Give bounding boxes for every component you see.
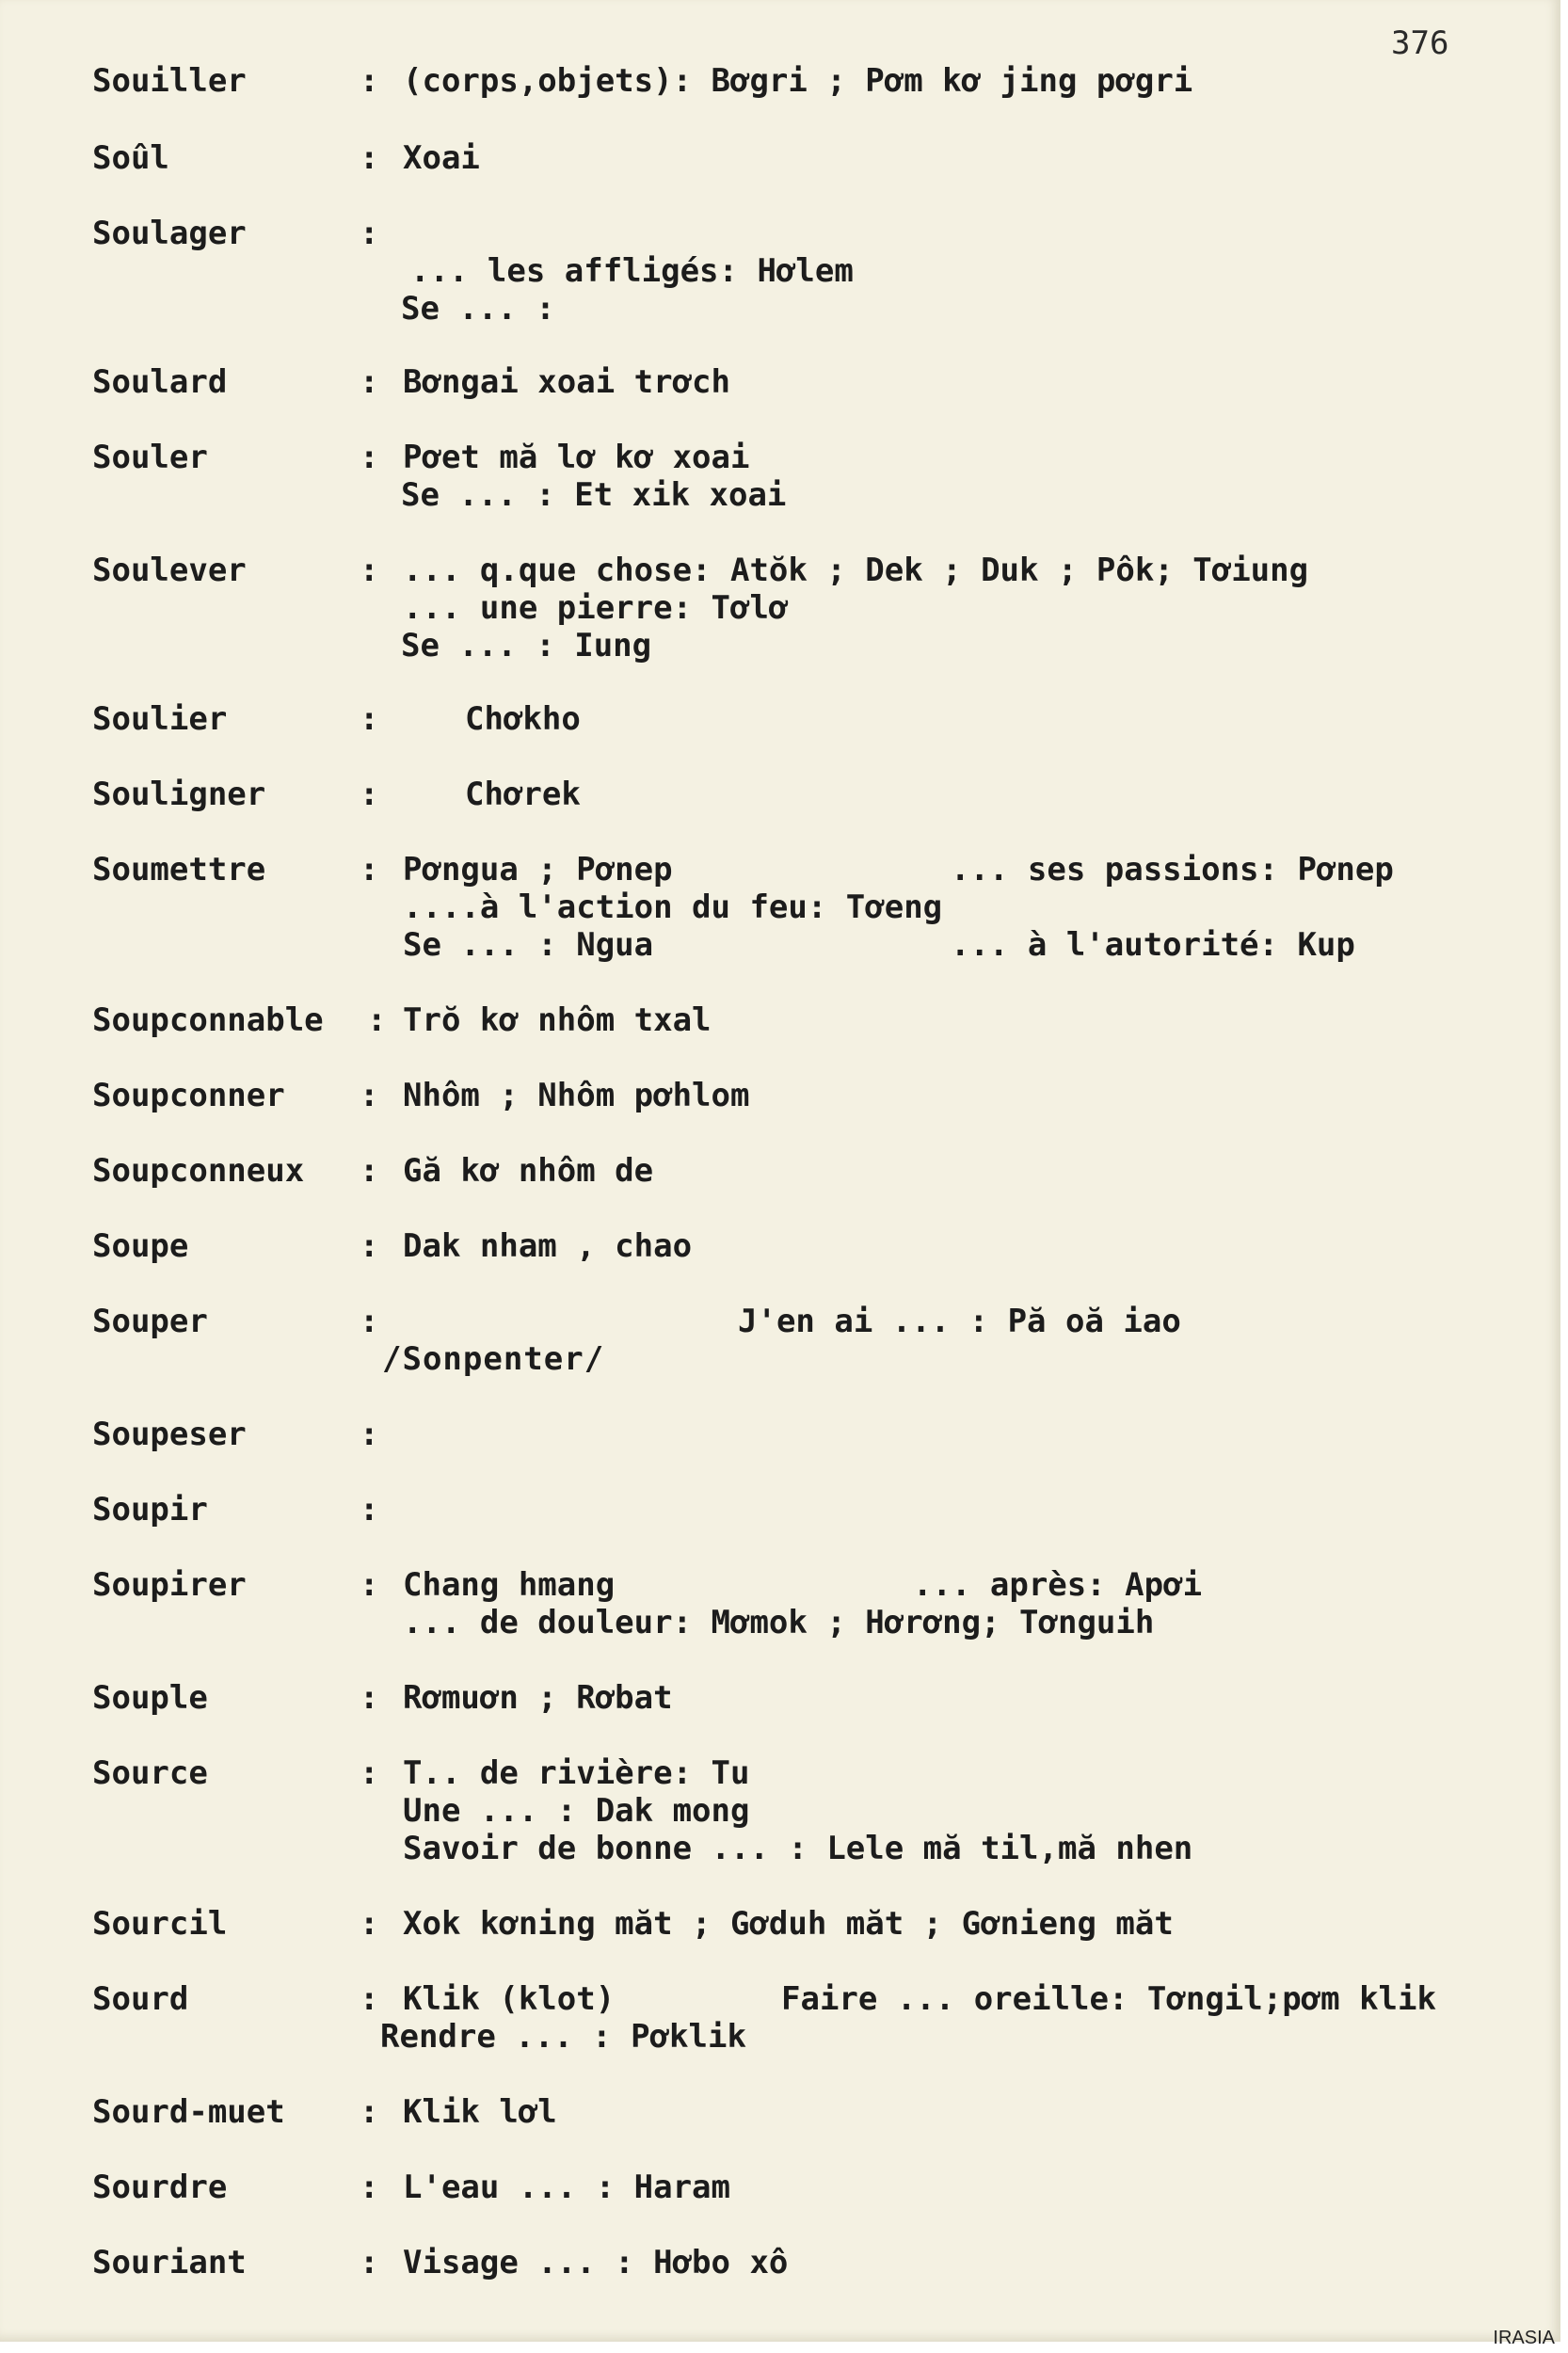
definition-line: Trŏ kơ nhôm txal [403, 1001, 712, 1039]
colon: : [360, 851, 379, 888]
definition-line: L'eau ... : Haram [403, 2169, 730, 2206]
headword: Soupir [92, 1491, 208, 1529]
definition-line: ... de douleur: Mơmok ; Hơrơng; Tơnguih [403, 1604, 1155, 1641]
headword: Soulier [92, 700, 228, 738]
headword: Soûl [92, 139, 169, 177]
colon: : [360, 1491, 379, 1529]
headword: Soupe [92, 1227, 189, 1265]
colon: : [360, 1905, 379, 1943]
colon: : [360, 363, 379, 401]
definition-extra: ... après: Apơi [913, 1566, 1203, 1604]
definition-line: Chơkho [465, 700, 581, 738]
definition-line: Klik lơl [403, 2093, 557, 2131]
colon: : [360, 1077, 379, 1114]
colon: : [360, 1566, 379, 1604]
headword: Soumettre [92, 851, 266, 888]
definition-line: Se ... : Iung [401, 627, 652, 664]
headword: Sourcil [92, 1905, 228, 1943]
headword: Soupconner [92, 1077, 285, 1114]
headword: Soupconneux [92, 1152, 305, 1190]
headword: Soulager [92, 215, 247, 252]
definition-line: ... q.que chose: Atŏk ; Dek ; Duk ; Pôk; Tơiung [403, 552, 1309, 589]
definition-line: Savoir de bonne ... : Lele mă til,mă nhen [403, 1830, 1193, 1867]
definition-line: Se ... : [401, 290, 555, 328]
headword: Soulever [92, 552, 247, 589]
headword: Souligner [92, 776, 266, 813]
colon: : [360, 2169, 379, 2206]
definition-line: Xoai [403, 139, 480, 177]
colon: : [360, 2244, 379, 2281]
definition-line: Rendre ... : Pơklik [380, 2018, 746, 2056]
headword: Sourdre [92, 2169, 228, 2206]
definition-line: Se ... : Et xik xoai [401, 476, 787, 514]
colon: : [360, 1754, 379, 1792]
definition-line: Pơngua ; Pơnep [403, 851, 673, 888]
definition-line: Pơet mă lơ kơ xoai [403, 439, 750, 476]
definition-line: ....à l'action du feu: Tơeng [403, 888, 943, 926]
colon: : [360, 215, 379, 252]
definition-line: Une ... : Dak mong [403, 1792, 750, 1830]
definition-line: ... une pierre: Tơlơ [403, 589, 789, 627]
definition-line: Visage ... : Hơbo xô [403, 2244, 789, 2281]
definition-line: Chang hmang [403, 1566, 616, 1604]
headword: Soupconnable [92, 1001, 324, 1039]
colon: : [367, 1001, 387, 1039]
colon: : [360, 1980, 379, 2018]
colon: : [360, 62, 379, 100]
definition-line: (corps,objets): Bơgri ; Pơm kơ jing pơgri [403, 62, 1193, 100]
headword: Sourd-muet [92, 2093, 285, 2131]
definition-extra: J'en ai ... : Pă oă iao [738, 1303, 1181, 1340]
definition-line: Se ... : Ngua [403, 926, 654, 964]
definition-line: Gă kơ nhôm de [403, 1152, 654, 1190]
headword: Sourd [92, 1980, 189, 2018]
definition-extra: ... à l'autorité: Kup [951, 926, 1355, 964]
colon: : [360, 439, 379, 476]
colon: : [360, 1679, 379, 1717]
definition-line: Klik (klot) [403, 1980, 616, 2018]
page-number: 376 [1391, 24, 1449, 62]
definition-line: ... les affligés: Hơlem [410, 252, 854, 290]
definition-line: Nhôm ; Nhôm pơhlom [403, 1077, 750, 1114]
headword: Souper [92, 1303, 208, 1340]
definition-extra: ... ses passions: Pơnep [951, 851, 1394, 888]
colon: : [360, 1303, 379, 1340]
definition-line: Rơmuơn ; Rơbat [403, 1679, 673, 1717]
colon: : [360, 552, 379, 589]
colon: : [360, 2093, 379, 2131]
definition-line: Chơrek [465, 776, 581, 813]
definition-extra: Faire ... oreille: Tơngil;pơm klik [781, 1980, 1436, 2018]
headword: Soulard [92, 363, 228, 401]
colon: : [360, 139, 379, 177]
colon: : [360, 700, 379, 738]
headword: Soupeser [92, 1416, 247, 1453]
colon: : [360, 1152, 379, 1190]
headword: Soupirer [92, 1566, 247, 1604]
definition-line: Xok kơning măt ; Gơduh măt ; Gơnieng măt [403, 1905, 1174, 1943]
struck-out-text: /Sonpenter/ [382, 1340, 605, 1378]
headword: Source [92, 1754, 208, 1792]
colon: : [360, 1416, 379, 1453]
headword: Souiller [92, 62, 247, 100]
colon: : [360, 1227, 379, 1265]
definition-line: Bơngai xoai trơch [403, 363, 730, 401]
definition-line: Dak nham , chao [403, 1227, 693, 1265]
definition-line: T.. de rivière: Tu [403, 1754, 750, 1792]
archive-watermark: IRASIA [1493, 2328, 1555, 2348]
colon: : [360, 776, 379, 813]
headword: Souple [92, 1679, 208, 1717]
headword: Souriant [92, 2244, 247, 2281]
headword: Souler [92, 439, 208, 476]
